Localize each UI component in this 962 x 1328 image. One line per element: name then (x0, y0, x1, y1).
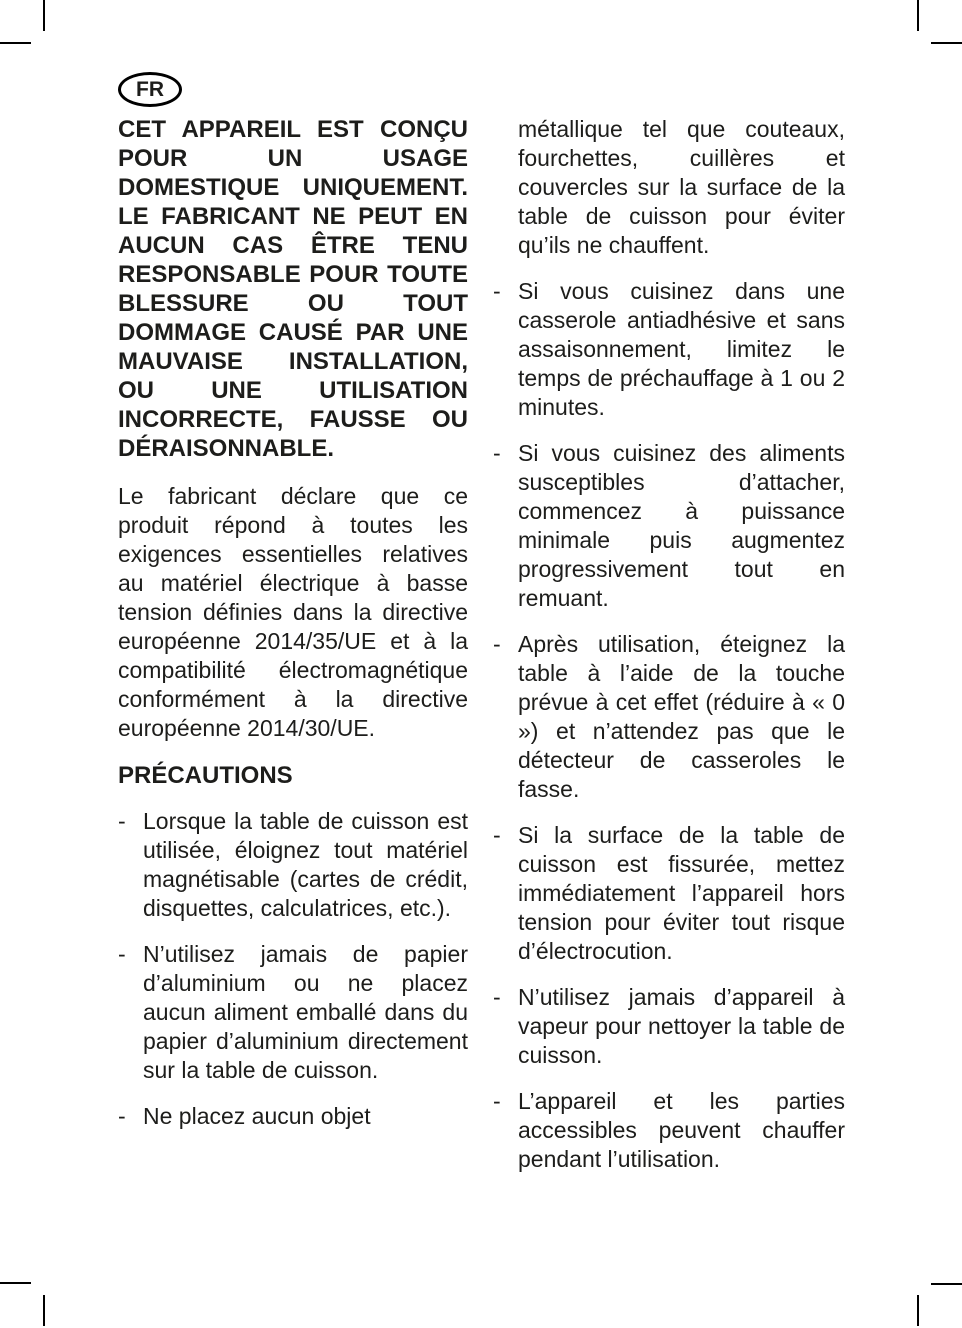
crop-mark-top-right-horizontal (931, 42, 962, 44)
bullet-marker: - (493, 984, 501, 1010)
bullet-text: métallique tel que couteaux, fourchettes, cuillères et couvercles sur la surface de la table de cuisson pour éviter qu’ils ne chauffent. (518, 116, 845, 258)
precaution-item (493, 983, 845, 1070)
language-badge-label: FR (136, 77, 164, 101)
right-column (493, 72, 845, 1191)
language-badge (118, 72, 182, 107)
precaution-item (493, 630, 845, 804)
bullet-marker: - (493, 822, 501, 848)
precaution-item (493, 821, 845, 966)
crop-mark-bottom-left-horizontal (0, 1282, 31, 1284)
precaution-item (493, 277, 845, 422)
crop-mark-top-right-vertical (917, 0, 919, 31)
bullet-text: N’utilisez jamais de papier d’aluminium ou ne placez aucun aliment emballé dans du papier d’aluminium directement sur la table de cuisson. (143, 941, 468, 1083)
precaution-item (493, 439, 845, 613)
bullet-text: Si vous cuisinez dans une casserole antiadhésive et sans assaisonnement, limitez le temps de préchauffage à 1 ou 2 minutes. (518, 278, 845, 420)
crop-mark-top-left-horizontal (0, 42, 31, 44)
bullet-text: N’utilisez jamais d’appareil à vapeur pour nettoyer la table de cuisson. (518, 984, 845, 1068)
crop-mark-bottom-right-horizontal (931, 1283, 962, 1285)
bullet-text: Lorsque la table de cuisson est utilisée, éloignez tout matériel magnétisable (cartes de crédit, disquettes, calculatrices, etc.). (143, 808, 468, 921)
left-column (118, 72, 468, 1148)
precaution-item (118, 940, 468, 1085)
crop-mark-top-left-vertical (43, 0, 45, 31)
bullet-marker: - (493, 631, 501, 657)
bullet-marker: - (493, 278, 501, 304)
precaution-item (118, 807, 468, 923)
bullet-marker: - (493, 1088, 501, 1114)
warning-statement: CET APPAREIL EST CONÇU POUR UN USAGE DOMESTIQUE UNIQUEMENT. LE FABRICANT NE PEUT EN AUCUN CAS ÊTRE TENU RESPONSABLE POUR TOUTE BLESSURE OU TOUT DOMMAGE CAUSÉ PAR UNE MAUVAISE INSTALLATION, OU UNE UTILISATION INCORRECTE, FAUSSE OU DÉRAISONNABLE. (118, 116, 468, 462)
precautions-heading: PRÉCAUTIONS (118, 762, 293, 789)
bullet-marker: - (118, 941, 126, 967)
compliance-paragraph: Le fabricant déclare que ce produit répond à toutes les exigences essentielles relatives au matériel électrique à basse tension définies dans la directive européenne 2014/35/UE et à la compatibilité électromagnétique conformément à la directive européenne 2014/30/UE. (118, 483, 468, 741)
precaution-item-continuation (493, 115, 845, 260)
bullet-text: Ne placez aucun objet (143, 1103, 371, 1129)
crop-mark-bottom-right-vertical (917, 1295, 919, 1326)
bullet-marker: - (118, 1103, 126, 1129)
bullet-marker: - (118, 808, 126, 834)
bullet-marker: - (493, 440, 501, 466)
precaution-item (493, 1087, 845, 1174)
bullet-text: Si vous cuisinez des aliments susceptibles d’attacher, commencez à puissance minimale puis augmentez progressivement tout en remuant. (518, 440, 845, 611)
bullet-marker (493, 115, 518, 260)
precaution-item (118, 1102, 468, 1131)
bullet-text: L’appareil et les parties accessibles peuvent chauffer pendant l’utilisation. (518, 1088, 845, 1172)
crop-mark-bottom-left-vertical (43, 1295, 45, 1326)
bullet-text: Si la surface de la table de cuisson est fissurée, mettez immédiatement l’appareil hors tension pour éviter tout risque d’électrocution. (518, 822, 845, 964)
bullet-text: Après utilisation, éteignez la table à l’aide de la touche prévue à cet effet (réduire à « 0 ») et n’attendez pas que le détecteur de casseroles le fasse. (518, 631, 845, 802)
